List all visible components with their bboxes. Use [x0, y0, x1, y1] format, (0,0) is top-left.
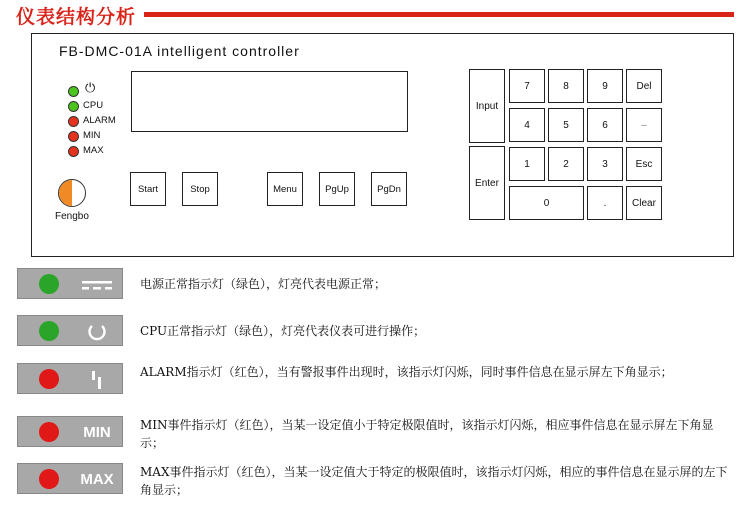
- brand-logo-icon: [58, 179, 86, 207]
- legend-description: MIN事件指示灯（红色），当某一设定值小于特定极限值时，该指示灯闪烁，相应事件信息在显示屏左下角显示；: [140, 418, 714, 450]
- power-icon: ⏻: [85, 81, 96, 96]
- stop-button[interactable]: Stop: [182, 172, 218, 206]
- dot-key[interactable]: .: [587, 186, 623, 220]
- minus-key[interactable]: –: [626, 108, 662, 142]
- section-title: 仪表结构分析: [16, 6, 137, 28]
- legend-swatch: [17, 268, 123, 299]
- legend-swatch: [17, 463, 123, 494]
- legend-symbol: MAX: [80, 471, 114, 488]
- brand-name: Fengbo: [55, 211, 89, 222]
- red-dot: [39, 422, 59, 442]
- legend-description: CPU正常指示灯（绿色），灯亮代表仪表可进行操作；: [140, 324, 426, 338]
- legend-description: ALARM指示灯（红色），当有警报事件出现时，该指示灯闪烁，同时事件信息在显示屏左下角显示；: [140, 365, 673, 379]
- key-4[interactable]: 4: [509, 108, 545, 142]
- controller-panel: [31, 33, 734, 257]
- green-dot: [39, 274, 59, 294]
- key-9[interactable]: 9: [587, 69, 623, 103]
- alarm-icon: [76, 364, 118, 395]
- power-led: [68, 86, 79, 97]
- dc-power-icon: [76, 269, 118, 300]
- legend-description: 电源正常指示灯（绿色），灯亮代表电源正常；: [140, 277, 387, 291]
- max-led: [68, 146, 79, 157]
- pgup-button[interactable]: PgUp: [319, 172, 355, 206]
- model-label: FB-DMC-01A intelligent controller: [59, 43, 300, 59]
- key-6[interactable]: 6: [587, 108, 623, 142]
- red-dot: [39, 369, 59, 389]
- key-0[interactable]: 0: [509, 186, 584, 220]
- cpu-ring-icon: [76, 316, 118, 347]
- cpu-led: [68, 101, 79, 112]
- key-1[interactable]: 1: [509, 147, 545, 181]
- section-header: [0, 0, 750, 30]
- legend-description: MAX事件指示灯（红色），当某一设定值大于特定的极限值时，该指示灯闪烁，相应的事件信息在显示屏的左下角显示；: [140, 465, 728, 497]
- led-label: CPU: [83, 100, 104, 111]
- legend-swatch: [17, 416, 123, 447]
- key-3[interactable]: 3: [587, 147, 623, 181]
- display-screen: [131, 71, 408, 132]
- menu-button[interactable]: Menu: [267, 172, 303, 206]
- key-2[interactable]: 2: [548, 147, 584, 181]
- clear-key[interactable]: Clear: [626, 186, 662, 220]
- key-8[interactable]: 8: [548, 69, 584, 103]
- key-7[interactable]: 7: [509, 69, 545, 103]
- alarm-led: [68, 116, 79, 127]
- header-divider: [144, 12, 734, 17]
- legend-swatch: [17, 315, 123, 346]
- input-key[interactable]: Input: [469, 69, 505, 143]
- enter-key[interactable]: Enter: [469, 146, 505, 220]
- green-dot: [39, 321, 59, 341]
- key-5[interactable]: 5: [548, 108, 584, 142]
- esc-key[interactable]: Esc: [626, 147, 662, 181]
- led-label: MIN: [83, 130, 101, 141]
- led-label: ALARM: [83, 115, 116, 126]
- led-label: MAX: [83, 145, 104, 156]
- pgdn-button[interactable]: PgDn: [371, 172, 407, 206]
- legend-symbol: MIN: [83, 424, 111, 441]
- red-dot: [39, 469, 59, 489]
- min-led: [68, 131, 79, 142]
- del-key[interactable]: Del: [626, 69, 662, 103]
- legend-swatch: [17, 363, 123, 394]
- start-button[interactable]: Start: [130, 172, 166, 206]
